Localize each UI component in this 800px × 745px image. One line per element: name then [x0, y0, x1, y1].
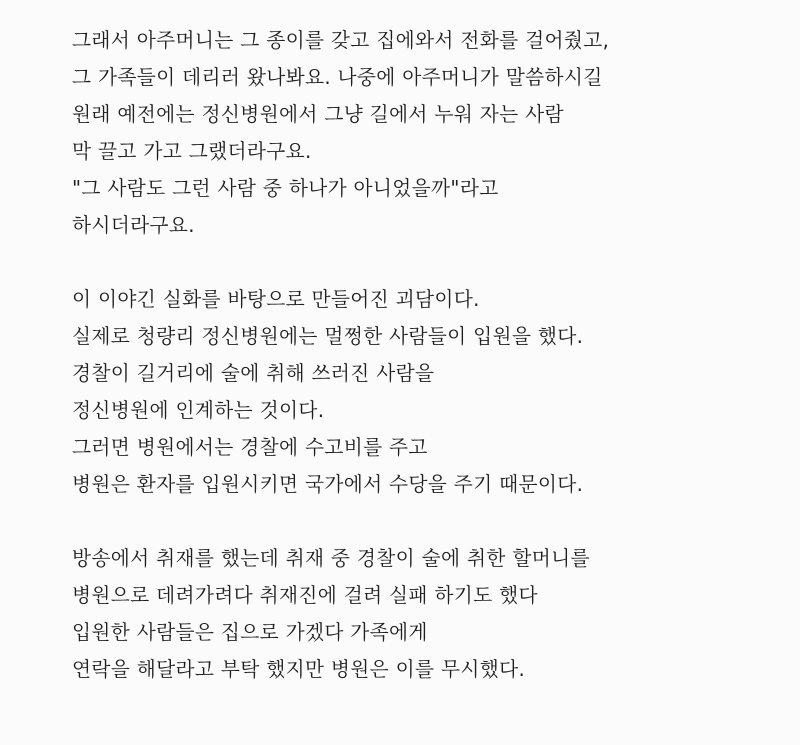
text-line: 그래서 아주머니는 그 종이를 갖고 집에와서 전화를 걸어줬고,	[72, 28, 610, 52]
paragraph-gap	[72, 244, 772, 281]
text-line: 그 가족들이 데리러 왔나봐요. 나중에 아주머니가 말씀하시길	[72, 65, 603, 89]
text-line: 원래 예전에는 정신병원에서 그냥 길에서 누워 자는 사람	[72, 102, 564, 126]
text-line: 그러면 병원에서는 경찰에 수고비를 주고	[72, 435, 428, 459]
text-line: 막 끌고 가고 그랬더라구요.	[72, 139, 312, 163]
text-line: 병원으로 데려가려다 취재진에 걸려 실패 하기도 했다	[72, 583, 538, 607]
paragraph-story	[72, 22, 772, 244]
text-line: 경찰이 길거리에 술에 취해 쓰러진 사람을	[72, 361, 435, 385]
text-line: "그 사람도 그런 사람 중 하나가 아니었을까"라고	[72, 176, 499, 200]
document-body	[72, 22, 772, 688]
text-line: 병원은 환자를 입원시키면 국가에서 수당을 주기 때문이다.	[72, 472, 584, 496]
text-line: 방송에서 취재를 했는데 취재 중 경찰이 술에 취한 할머니를	[72, 546, 590, 570]
text-line: 정신병원에 인계하는 것이다.	[72, 398, 325, 422]
text-line: 입원한 사람들은 집으로 가겠다 가족에게	[72, 620, 428, 644]
text-line: 실제로 청량리 정신병원에는 멀쩡한 사람들이 입원을 했다.	[72, 324, 584, 348]
paragraph-broadcast	[72, 540, 772, 688]
text-line: 연락을 해달라고 부탁 했지만 병원은 이를 무시했다.	[72, 657, 526, 681]
paragraph-explanation	[72, 281, 772, 503]
text-line: 이 이야긴 실화를 바탕으로 만들어진 괴담이다.	[72, 287, 480, 311]
paragraph-gap	[72, 503, 772, 540]
text-line: 하시더라구요.	[72, 213, 195, 237]
